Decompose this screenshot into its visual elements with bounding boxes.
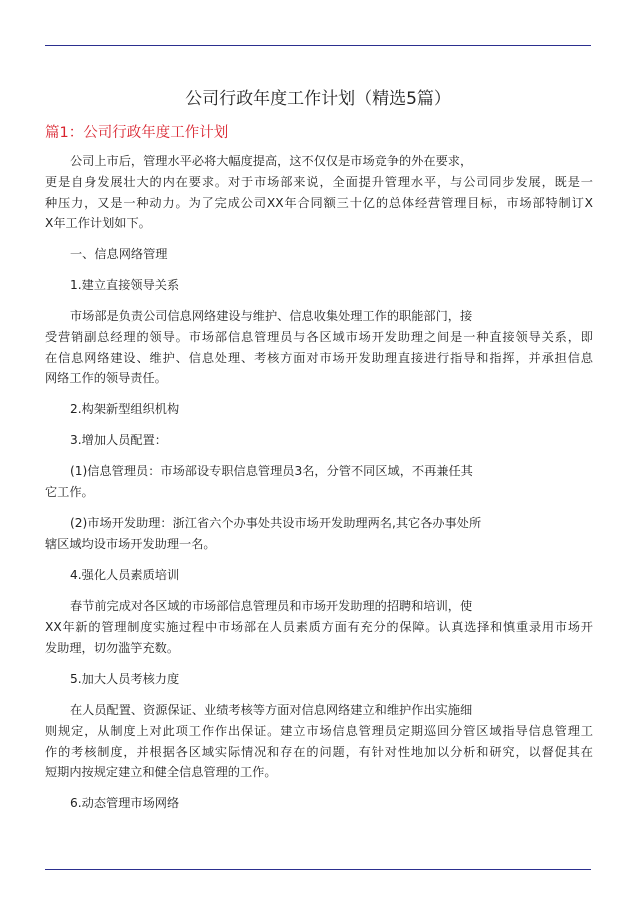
text-line: 种压力，又是一种动力。为了完成公司XX年合同额三十亿的总体经营管理目标，市场部特制订X <box>45 195 593 210</box>
text-line: (1)信息管理员：市场部设专职信息管理员3名，分管不同区域，不再兼任其 <box>70 464 473 478</box>
text-line: 它工作。 <box>45 484 94 499</box>
subheading: 一、信息网络管理 <box>70 247 168 261</box>
text-line: 市场部是负责公司信息网络建设与维护、信息收集处理工作的职能部门，接 <box>70 309 473 323</box>
text-line: 在信息网络建设、维护、信息处理、考核方面对市场开发助理直接进行指导和指挥，并承担信息 <box>45 350 593 365</box>
subheading: 2.构架新型组织机构 <box>70 402 180 416</box>
subheading: 6.动态管理市场网络 <box>70 796 180 810</box>
subheading: 5.加大人员考核力度 <box>70 672 180 686</box>
text-line: 则规定，从制度上对此项工作作出保证。建立市场信息管理员定期巡回分管区域指导信息管理工 <box>45 723 593 738</box>
document-title: 公司行政年度工作计划（精选5篇） <box>185 89 451 109</box>
paragraph <box>45 461 593 503</box>
paragraph <box>45 306 593 389</box>
section-heading: 篇1：公司行政年度工作计划 <box>45 125 229 141</box>
subheading: 4.强化人员素质培训 <box>70 568 180 582</box>
paragraph-intro <box>45 151 593 234</box>
paragraph <box>45 513 593 555</box>
paragraph <box>45 700 593 783</box>
text-line: 作的考核制度，并根据各区域实际情况和存在的问题，有针对性地加以分析和研究，以督促其在 <box>45 744 593 759</box>
text-line: 辖区域均设市场开发助理一名。 <box>45 536 216 551</box>
paragraph <box>45 596 593 658</box>
text-line: 公司上市后，管理水平必将大幅度提高，这不仅仅是市场竞争的外在要求， <box>70 154 473 168</box>
text-line: (2)市场开发助理：浙江省六个办事处共设市场开发助理两名,其它各办事处所 <box>70 516 482 530</box>
text-line: 受营销副总经理的领导。市场部信息管理员与各区域市场开发助理之间是一种直接领导关系，即 <box>45 329 593 344</box>
text-line: 网络工作的领导责任。 <box>45 371 167 386</box>
text-line: 更是自身发展壮大的内在要求。对于市场部来说，全面提升管理水平，与公司同步发展，既是一 <box>45 174 593 189</box>
subheading: 1.建立直接领导关系 <box>70 278 180 292</box>
text-line: 短期内按规定建立和健全信息管理的工作。 <box>45 765 277 780</box>
text-line: 在人员配置、资源保证、业绩考核等方面对信息网络建立和维护作出实施细 <box>70 703 473 717</box>
top-rule <box>45 45 591 46</box>
text-line: XX年新的管理制度实施过程中市场部在人员素质方面有充分的保障。认真选择和慎重录用市场开 <box>45 619 593 634</box>
subheading: 3.增加人员配置： <box>70 433 167 447</box>
text-line: 发助理，切勿滥竽充数。 <box>45 640 180 655</box>
bottom-rule <box>45 869 591 870</box>
text-line: X年工作计划如下。 <box>45 216 151 231</box>
text-line: 春节前完成对各区域的市场部信息管理员和市场开发助理的招聘和培训，使 <box>70 599 473 613</box>
